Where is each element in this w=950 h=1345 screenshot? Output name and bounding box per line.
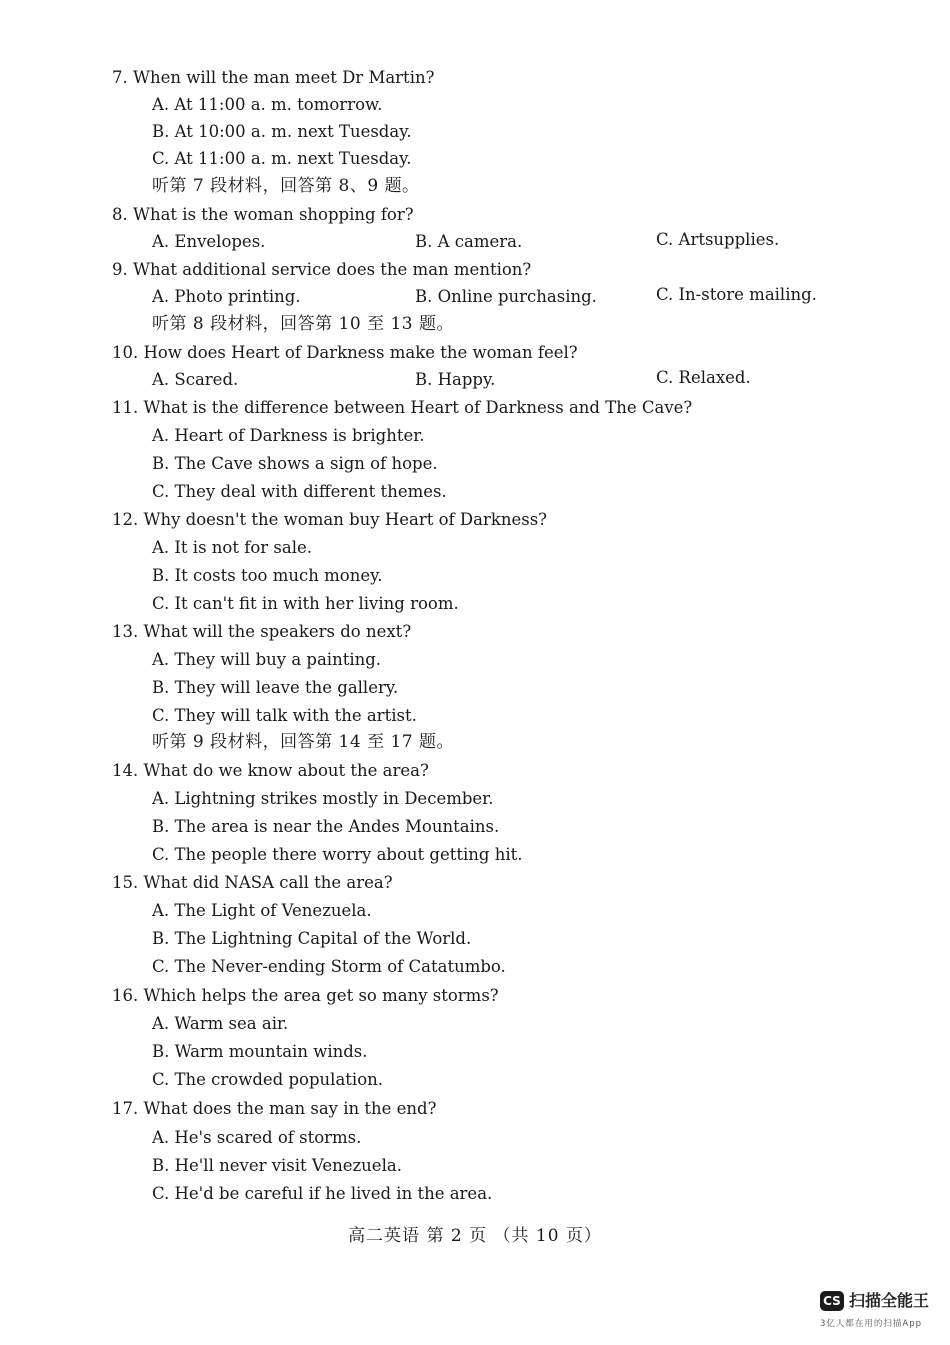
answer-option: C. Relaxed. <box>656 368 751 387</box>
question-text: 13. What will the speakers do next? <box>112 622 412 641</box>
answer-option: A. The Light of Venezuela. <box>152 901 372 920</box>
answer-option: C. They deal with different themes. <box>152 482 447 501</box>
answer-option: A. Heart of Darkness is brighter. <box>152 426 425 445</box>
question-text: 11. What is the difference between Heart of Darkness and The Cave? <box>112 398 693 417</box>
question-text: 16. Which helps the area get so many storms? <box>112 986 499 1005</box>
answer-option: A. Scared. <box>152 370 239 389</box>
answer-option: C. He'd be careful if he lived in the area. <box>152 1184 493 1203</box>
answer-option: B. Warm mountain winds. <box>152 1042 368 1061</box>
question-text: 10. How does Heart of Darkness make the woman feel? <box>112 343 578 362</box>
question-text: 15. What did NASA call the area? <box>112 873 393 892</box>
question-text: 8. What is the woman shopping for? <box>112 205 414 224</box>
answer-option: B. The area is near the Andes Mountains. <box>152 817 500 836</box>
answer-option: A. They will buy a painting. <box>152 650 382 669</box>
section-instruction: 听第 8 段材料，回答第 10 至 13 题。 <box>152 314 455 334</box>
camscanner-watermark-tagline: 3亿人都在用的扫描App <box>820 1319 923 1329</box>
answer-option: C. The crowded population. <box>152 1070 383 1089</box>
camscanner-logo-icon: CS <box>820 1291 844 1311</box>
answer-option: B. Online purchasing. <box>415 287 597 306</box>
answer-option: C. The people there worry about getting hit. <box>152 845 523 864</box>
answer-option: A. Lightning strikes mostly in December. <box>152 789 494 808</box>
answer-option: C. In-store mailing. <box>656 285 817 304</box>
answer-option: C. They will talk with the artist. <box>152 706 417 725</box>
section-instruction: 听第 9 段材料，回答第 14 至 17 题。 <box>152 732 455 752</box>
answer-option: A. Warm sea air. <box>152 1014 289 1033</box>
question-text: 7. When will the man meet Dr Martin? <box>112 68 435 87</box>
answer-option: A. It is not for sale. <box>152 538 312 557</box>
answer-option: B. A camera. <box>415 232 523 251</box>
answer-option: A. At 11:00 a. m. tomorrow. <box>152 95 383 114</box>
page-footer: 高二英语 第 2 页 （共 10 页） <box>348 1226 602 1246</box>
answer-option: A. Photo printing. <box>152 287 301 306</box>
question-text: 12. Why doesn't the woman buy Heart of Darkness? <box>112 510 548 529</box>
answer-option: C. At 11:00 a. m. next Tuesday. <box>152 149 412 168</box>
question-text: 14. What do we know about the area? <box>112 761 429 780</box>
answer-option: C. The Never-ending Storm of Catatumbo. <box>152 957 506 976</box>
answer-option: A. He's scared of storms. <box>152 1128 362 1147</box>
answer-option: B. The Lightning Capital of the World. <box>152 929 472 948</box>
question-text: 17. What does the man say in the end? <box>112 1099 437 1118</box>
answer-option: B. He'll never visit Venezuela. <box>152 1156 402 1175</box>
section-instruction: 听第 7 段材料，回答第 8、9 题。 <box>152 176 420 196</box>
answer-option: B. They will leave the gallery. <box>152 678 399 697</box>
answer-option: B. The Cave shows a sign of hope. <box>152 454 438 473</box>
question-text: 9. What additional service does the man mention? <box>112 260 532 279</box>
answer-option: C. It can't fit in with her living room. <box>152 594 459 613</box>
answer-option: B. At 10:00 a. m. next Tuesday. <box>152 122 412 141</box>
camscanner-watermark-name: 扫描全能王 <box>849 1291 930 1310</box>
answer-option: B. Happy. <box>415 370 496 389</box>
answer-option: C. Artsupplies. <box>656 230 780 249</box>
answer-option: B. It costs too much money. <box>152 566 383 585</box>
answer-option: A. Envelopes. <box>152 232 266 251</box>
